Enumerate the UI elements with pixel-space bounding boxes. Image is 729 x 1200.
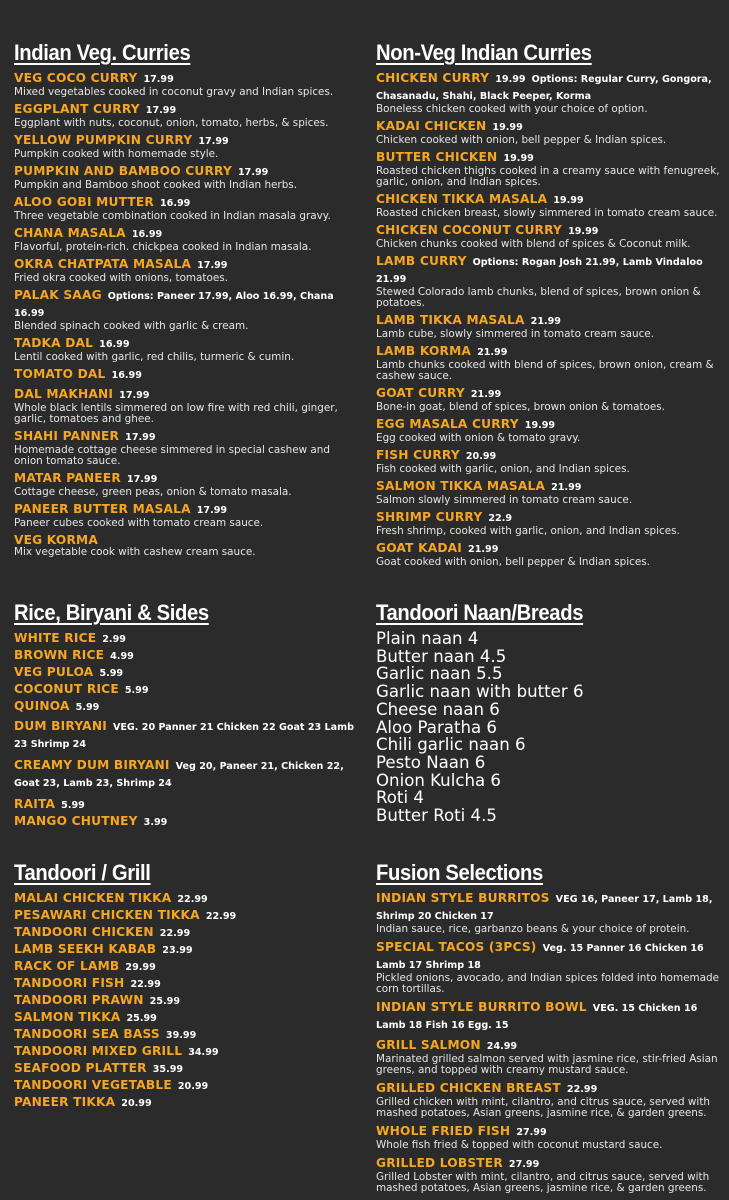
menu-item xyxy=(14,101,359,129)
menu-item xyxy=(14,1077,359,1094)
section-title: Tandoori Naan/Breads xyxy=(376,600,584,625)
menu-item-description: Chicken cooked with onion, bell pepper & Indian spices. xyxy=(376,134,667,146)
menu-item-options: Options: Regular Curry, Gongora, Chasanadu, Shahi, Black Peeper, Korma xyxy=(376,74,712,102)
menu-item-name: PUMPKIN AND BAMBOO CURRY xyxy=(14,164,232,178)
menu-item xyxy=(14,194,359,222)
menu-item xyxy=(376,1155,721,1194)
menu-item xyxy=(14,132,359,160)
menu-item-price: 22.99 xyxy=(205,911,237,922)
rice-biryani-section xyxy=(14,600,359,830)
menu-item-price: 19.99 xyxy=(495,74,526,85)
section-title: Fusion Selections xyxy=(376,860,543,885)
menu-item-description: Flavorful, protein-rich. chickpea cooked in Indian masala. xyxy=(14,241,312,253)
menu-item-price: 5.99 xyxy=(75,702,100,713)
menu-item-description: Pumpkin cooked with homemade style. xyxy=(14,148,219,160)
menu-item xyxy=(376,149,721,188)
menu-item-description: Pickled onions, avocado, and Indian spices folded into homemade corn tortillas. xyxy=(376,972,720,995)
menu-item-description: Whole black lentils simmered on low fire with red chili, ginger, garlic, tomatoes and ghee. xyxy=(14,402,338,425)
menu-item-price: 5.99 xyxy=(61,800,85,811)
menu-item-name: EGGPLANT CURRY xyxy=(14,102,140,116)
menu-item-name: SALMON TIKKA MASALA xyxy=(376,479,546,493)
menu-item-header xyxy=(14,194,359,211)
menu-item-price: 22.99 xyxy=(566,1084,598,1095)
menu-item-price: 17.99 xyxy=(119,390,150,401)
menu-item-header xyxy=(376,1155,721,1172)
menu-item-price: 19.99 xyxy=(524,420,556,431)
menu-item-description: Paneer cubes cooked with tomato cream sauce. xyxy=(14,517,264,529)
menu-item-header xyxy=(376,191,721,208)
menu-item-name: GRILLED CHICKEN BREAST xyxy=(376,1081,561,1095)
menu-item-header xyxy=(376,509,721,526)
menu-item-name: PANEER TIKKA xyxy=(14,1095,116,1109)
menu-item-header xyxy=(14,796,359,813)
menu-item-name: VEG COCO CURRY xyxy=(14,71,138,85)
menu-item-header xyxy=(376,312,721,329)
menu-item-price: 19.99 xyxy=(492,122,523,133)
menu-item-header xyxy=(14,1060,359,1077)
menu-item-price: 39.99 xyxy=(165,1030,197,1041)
menu-item-description: Marinated grilled salmon served with jasmine rice, stir-fried Asian greens, and topped with creamy mustard sauce. xyxy=(376,1053,718,1076)
menu-item-name: TOMATO DAL xyxy=(14,367,106,381)
menu-item xyxy=(14,1009,359,1026)
menu-item-price: 17.99 xyxy=(143,74,174,85)
menu-item-description: Lentil cooked with garlic, red chilis, turmeric & cumin. xyxy=(14,351,295,363)
menu-item-name: TANDOORI SEA BASS xyxy=(14,1027,160,1041)
menu-item-header xyxy=(14,70,359,87)
menu-item-price: 17.99 xyxy=(237,167,269,178)
menu-item-description: Whole fish fried & topped with coconut mustard sauce. xyxy=(376,1139,663,1151)
menu-item-name: TANDOORI MIXED GRILL xyxy=(14,1044,183,1058)
menu-item xyxy=(14,757,359,791)
menu-item-price: 22.99 xyxy=(159,928,191,939)
menu-item-price: 21.99 xyxy=(530,316,561,327)
menu-item xyxy=(14,975,359,992)
menu-item-description: Blended spinach cooked with garlic & cream. xyxy=(14,320,249,332)
menu-item-header xyxy=(14,366,359,383)
menu-item-header xyxy=(376,222,721,239)
menu-item-header xyxy=(376,999,721,1033)
menu-item-price: 27.99 xyxy=(516,1127,547,1138)
menu-item xyxy=(14,532,359,558)
menu-item-description: Roasted chicken breast, slowly simmered in tomato cream sauce. xyxy=(376,207,718,219)
menu-item xyxy=(14,992,359,1009)
menu-item-price: 5.99 xyxy=(99,668,124,679)
menu-item-price: 19.99 xyxy=(568,226,599,237)
menu-item-header xyxy=(14,813,359,830)
menu-item-header xyxy=(376,1080,721,1097)
menu-item-description: Salmon slowly simmered in tomato cream sauce. xyxy=(376,494,633,506)
menu-item-description: Mix vegetable cook with cashew cream sauce. xyxy=(14,546,256,558)
menu-item-header xyxy=(14,992,359,1009)
menu-item xyxy=(376,447,721,475)
menu-item-price: 19.99 xyxy=(503,153,534,164)
menu-item-name: COCONUT RICE xyxy=(14,682,119,696)
menu-item-price: 17.99 xyxy=(197,260,228,271)
menu-item xyxy=(14,366,359,383)
menu-item-price: 22.99 xyxy=(130,979,161,990)
menu-item-price: 25.99 xyxy=(149,996,181,1007)
menu-item xyxy=(376,70,721,115)
breads-section xyxy=(376,600,721,825)
bread-item: Garlic naan 5.5 xyxy=(376,664,503,684)
menu-item-name: VEG KORMA xyxy=(14,533,99,547)
menu-item-description: Lamb chunks cooked with blend of spices, brown onion, cream & cashew sauce. xyxy=(376,359,714,382)
menu-item-price: 2.99 xyxy=(102,634,126,645)
menu-item-header xyxy=(376,416,721,433)
menu-item-name: LAMB SEEKH KABAB xyxy=(14,942,157,956)
menu-item-description: Cottage cheese, green peas, onion & tomato masala. xyxy=(14,486,292,498)
menu-item-header xyxy=(14,698,359,715)
menu-item-name: RAITA xyxy=(14,797,56,811)
menu-item-price: 27.99 xyxy=(508,1159,540,1170)
menu-item-price: 17.99 xyxy=(198,136,229,147)
menu-item xyxy=(376,222,721,250)
menu-item xyxy=(14,630,359,647)
menu-item-price: 19.99 xyxy=(553,195,584,206)
menu-item-options: Veg. 15 Panner 16 Chicken 16 Lamb 17 Shrimp 18 xyxy=(376,943,704,971)
menu-item-header xyxy=(14,941,359,958)
menu-item-price: 34.99 xyxy=(188,1047,219,1058)
menu-item-price: 20.99 xyxy=(121,1098,152,1109)
menu-item-price: 16.99 xyxy=(160,198,191,209)
menu-item xyxy=(376,890,721,935)
menu-item-header xyxy=(14,907,359,924)
menu-item-price: 22.99 xyxy=(177,894,208,905)
menu-item-price: 21.99 xyxy=(470,389,502,400)
menu-item-header xyxy=(376,343,721,360)
bread-item: Chili garlic naan 6 xyxy=(376,735,526,755)
menu-item xyxy=(14,681,359,698)
menu-item-name: QUINOA xyxy=(14,699,70,713)
menu-item-name: GOAT CURRY xyxy=(376,386,465,400)
menu-item-name: WHOLE FRIED FISH xyxy=(376,1124,511,1138)
menu-item-header xyxy=(14,757,359,791)
menu-item-price: 21.99 xyxy=(477,347,508,358)
menu-item-name: VEG PULOA xyxy=(14,665,94,679)
menu-item xyxy=(376,939,721,995)
menu-item-price: 21.99 xyxy=(468,544,499,555)
menu-item-name: YELLOW PUMPKIN CURRY xyxy=(14,133,193,147)
menu-list xyxy=(14,70,359,558)
menu-item-description: Homemade cottage cheese simmered in special cashew and onion tomato sauce. xyxy=(14,444,330,467)
fusion-section xyxy=(376,860,721,1198)
menu-item-price: 4.99 xyxy=(110,651,134,662)
section-title: Rice, Biryani & Sides xyxy=(14,600,209,625)
menu-item xyxy=(376,478,721,506)
menu-item-name: PANEER BUTTER MASALA xyxy=(14,502,191,516)
menu-item-header xyxy=(14,1043,359,1060)
menu-item-options: VEG. 20 Panner 21 Chicken 22 Goat 23 Lamb 23 Shrimp 24 xyxy=(14,722,355,750)
menu-item-price: 17.99 xyxy=(145,105,177,116)
menu-item-options: VEG 16, Paneer 17, Lamb 18, Shrimp 20 Chicken 17 xyxy=(376,894,713,922)
menu-item-name: GOAT KADAI xyxy=(376,541,463,555)
menu-item xyxy=(376,416,721,444)
menu-item-header xyxy=(14,163,359,180)
menu-item-description: Fried okra cooked with onions, tomatoes. xyxy=(14,272,228,284)
menu-item-name: SALMON TIKKA xyxy=(14,1010,121,1024)
menu-item xyxy=(14,647,359,664)
menu-item xyxy=(14,907,359,924)
menu-item-name: OKRA CHATPATA MASALA xyxy=(14,257,192,271)
menu-list xyxy=(14,630,359,830)
menu-item-header xyxy=(14,647,359,664)
menu-item-header xyxy=(14,532,359,547)
menu-item xyxy=(14,1026,359,1043)
menu-item-options: Veg 20, Paneer 21, Chicken 22, Goat 23, Lamb 23, Shrimp 24 xyxy=(14,761,344,789)
menu-item-description: Roasted chicken thighs cooked in a creamy sauce with fenugreek, garlic, onion, and Indian spices. xyxy=(376,165,720,188)
menu-item-name: PALAK SAAG xyxy=(14,288,102,302)
menu-item-description: Mixed vegetables cooked in coconut gravy and Indian spices. xyxy=(14,86,334,98)
menu-item-header xyxy=(14,386,359,403)
menu-item xyxy=(376,253,721,309)
menu-item-description: Egg cooked with onion & tomato gravy. xyxy=(376,432,581,444)
menu-item-header xyxy=(14,428,359,445)
menu-item-options: VEG. 15 Chicken 16 Lamb 18 Fish 16 Egg. 15 xyxy=(376,1003,698,1031)
menu-item xyxy=(14,698,359,715)
menu-item-price: 17.99 xyxy=(196,505,228,516)
menu-list xyxy=(376,890,721,1194)
bread-item: Roti 4 xyxy=(376,788,424,808)
menu-item-options: Options: Paneer 17.99, Aloo 16.99, Chana 16.99 xyxy=(14,291,334,319)
menu-item-name: EGG MASALA CURRY xyxy=(376,417,519,431)
menu-item-description: Grilled Lobster with mint, cilantro, and citrus sauce, served with mashed potatoes, Asian greens, jasmine rice, & garden greens. xyxy=(376,1171,710,1194)
menu-item-header xyxy=(376,447,721,464)
menu-item-description: Fish cooked with garlic, onion, and Indian spices. xyxy=(376,463,630,475)
menu-item-name: SPECIAL TACOS (3PCS) xyxy=(376,940,537,954)
menu-item xyxy=(376,385,721,413)
menu-item-price: 20.99 xyxy=(177,1081,209,1092)
menu-item xyxy=(376,1037,721,1076)
menu-item-name: BUTTER CHICKEN xyxy=(376,150,498,164)
menu-item-name: CREAMY DUM BIRYANI xyxy=(14,758,170,772)
menu-item-description: Indian sauce, rice, garbanzo beans & your choice of protein. xyxy=(376,923,690,935)
menu-item-price: 21.99 xyxy=(551,482,582,493)
menu-item xyxy=(14,1094,359,1111)
menu-item-description: Eggplant with nuts, coconut, onion, tomato, herbs, & spices. xyxy=(14,117,329,129)
bread-item: Pesto Naan 6 xyxy=(376,752,486,772)
menu-item-name: SEAFOOD PLATTER xyxy=(14,1061,147,1075)
menu-item-header xyxy=(14,287,359,321)
menu-item-header xyxy=(14,1026,359,1043)
menu-item-name: TANDOORI VEGETABLE xyxy=(14,1078,172,1092)
menu-item-header xyxy=(376,118,721,135)
menu-item-header xyxy=(14,958,359,975)
menu-item-name: FISH CURRY xyxy=(376,448,460,462)
menu-item-description: Goat cooked with onion, bell pepper & Indian spices. xyxy=(376,556,650,568)
menu-item-name: DUM BIRYANI xyxy=(14,719,107,733)
menu-item-name: PESAWARI CHICKEN TIKKA xyxy=(14,908,200,922)
menu-item xyxy=(14,664,359,681)
menu-item xyxy=(14,718,359,752)
menu-item xyxy=(14,941,359,958)
menu-item-header xyxy=(376,890,721,924)
menu-item-name: LAMB TIKKA MASALA xyxy=(376,313,525,327)
section-title: Non-Veg Indian Curries xyxy=(376,40,592,65)
menu-item-header xyxy=(14,664,359,681)
menu-item xyxy=(376,1123,721,1151)
section-title: Indian Veg. Curries xyxy=(14,40,191,65)
bread-item: Butter naan 4.5 xyxy=(376,646,507,666)
menu-item-name: GRILLED LOBSTER xyxy=(376,1156,503,1170)
menu-item-header xyxy=(376,540,721,557)
menu-item-header xyxy=(14,1077,359,1094)
menu-item-name: DAL MAKHANI xyxy=(14,387,114,401)
menu-item xyxy=(14,428,359,467)
menu-item xyxy=(14,256,359,284)
bread-item: Garlic naan with butter 6 xyxy=(376,682,584,702)
menu-item-price: 3.99 xyxy=(143,817,168,828)
menu-item-price: 17.99 xyxy=(126,474,158,485)
menu-item-name: GRILL SALMON xyxy=(376,1038,481,1052)
menu-item xyxy=(14,1060,359,1077)
menu-item-header xyxy=(376,385,721,402)
menu-item xyxy=(14,287,359,332)
menu-item xyxy=(14,225,359,253)
menu-item-description: Grilled chicken with mint, cilantro, and citrus sauce, served with mashed potatoes, Asian greens, jasmine rice, & garden greens. xyxy=(376,1096,710,1119)
menu-item-name: WHITE RICE xyxy=(14,631,97,645)
menu-item xyxy=(376,191,721,219)
menu-item-price: 35.99 xyxy=(152,1064,184,1075)
menu-item-name: MALAI CHICKEN TIKKA xyxy=(14,891,172,905)
menu-item-name: SHAHI PANNER xyxy=(14,429,120,443)
menu-item xyxy=(376,540,721,568)
menu-item-header xyxy=(14,470,359,487)
menu-item xyxy=(14,470,359,498)
menu-item-header xyxy=(14,681,359,698)
menu-item-name: CHICKEN COCONUT CURRY xyxy=(376,223,563,237)
menu-item-header xyxy=(14,335,359,352)
bread-item: Plain naan 4 xyxy=(376,629,479,648)
menu-item-price: 16.99 xyxy=(111,370,142,381)
menu-item xyxy=(14,924,359,941)
menu-item-name: TANDOORI CHICKEN xyxy=(14,925,154,939)
menu-item-name: CHANA MASALA xyxy=(14,226,126,240)
menu-item-name: INDIAN STYLE BURRITO BOWL xyxy=(376,1000,587,1014)
menu-item-name: SHRIMP CURRY xyxy=(376,510,483,524)
menu-item-header xyxy=(14,1009,359,1026)
menu-item-price: 16.99 xyxy=(131,229,163,240)
menu-list xyxy=(14,890,359,1111)
menu-item-name: TADKA DAL xyxy=(14,336,94,350)
menu-item xyxy=(376,312,721,340)
bread-list xyxy=(376,630,721,825)
menu-item-header xyxy=(14,718,359,752)
menu-item-price: 25.99 xyxy=(126,1013,157,1024)
menu-item xyxy=(376,1080,721,1119)
menu-item-price: 29.99 xyxy=(125,962,156,973)
menu-item-header xyxy=(376,149,721,166)
menu-item-name: LAMB CURRY xyxy=(376,254,467,268)
menu-item-description: Chicken chunks cooked with blend of spices & Coconut milk. xyxy=(376,238,691,250)
menu-item-description: Bone-in goat, blend of spices, brown onion & tomatoes. xyxy=(376,401,666,413)
menu-item xyxy=(14,1043,359,1060)
menu-item-header xyxy=(14,132,359,149)
menu-item-name: MANGO CHUTNEY xyxy=(14,814,138,828)
menu-item-price: 20.99 xyxy=(465,451,497,462)
bread-item: Butter Roti 4.5 xyxy=(376,806,497,826)
menu-item xyxy=(376,343,721,382)
veg-curries-section xyxy=(14,40,359,561)
menu-item-name: TANDOORI PRAWN xyxy=(14,993,144,1007)
menu-item-header xyxy=(376,70,721,104)
menu-item-name: CHICKEN TIKKA MASALA xyxy=(376,192,548,206)
menu-item xyxy=(376,509,721,537)
menu-item-name: BROWN RICE xyxy=(14,648,105,662)
bread-item: Aloo Paratha 6 xyxy=(376,717,497,737)
menu-item xyxy=(14,163,359,191)
menu-item-header xyxy=(376,253,721,287)
menu-item-description: Stewed Colorado lamb chunks, blend of spices, brown onion & potatoes. xyxy=(376,286,701,309)
menu-item-description: Pumpkin and Bamboo shoot cooked with Indian herbs. xyxy=(14,179,298,191)
menu-item-description: Three vegetable combination cooked in Indian masala gravy. xyxy=(14,210,331,222)
menu-item-name: LAMB KORMA xyxy=(376,344,472,358)
menu-item-description: Fresh shrimp, cooked with garlic, onion, and Indian spices. xyxy=(376,525,680,537)
menu-item xyxy=(14,958,359,975)
nonveg-curries-section xyxy=(376,40,721,571)
menu-item xyxy=(14,890,359,907)
menu-item-header xyxy=(14,225,359,242)
menu-item-price: 16.99 xyxy=(99,339,130,350)
menu-item-header xyxy=(376,478,721,495)
menu-item-price: 5.99 xyxy=(124,685,149,696)
menu-list xyxy=(376,70,721,568)
bread-item: Cheese naan 6 xyxy=(376,699,500,719)
menu-item-name: INDIAN STYLE BURRITOS xyxy=(376,891,550,905)
bread-item: Onion Kulcha 6 xyxy=(376,770,501,790)
menu-item-header xyxy=(376,1037,721,1054)
menu-item xyxy=(14,335,359,363)
menu-item-name: MATAR PANEER xyxy=(14,471,121,485)
menu-item-description: Lamb cube, slowly simmered in tomato cream sauce. xyxy=(376,328,654,340)
menu-item-header xyxy=(14,924,359,941)
menu-item xyxy=(14,501,359,529)
tandoori-grill-section xyxy=(14,860,359,1111)
menu-item-description: Boneless chicken cooked with your choice of option. xyxy=(376,103,648,115)
menu-item-header xyxy=(376,1123,721,1140)
menu-item xyxy=(376,999,721,1033)
menu-item-header xyxy=(14,101,359,118)
menu-item-price: 22.9 xyxy=(488,513,513,524)
menu-item xyxy=(14,70,359,98)
menu-item-price: 24.99 xyxy=(486,1041,518,1052)
menu-item-header xyxy=(14,256,359,273)
menu-item-name: KADAI CHICKEN xyxy=(376,119,487,133)
menu-item xyxy=(376,118,721,146)
menu-item-name: RACK OF LAMB xyxy=(14,959,120,973)
menu-item-header xyxy=(14,975,359,992)
section-title: Tandoori / Grill xyxy=(14,860,151,885)
menu-item xyxy=(14,796,359,813)
menu-item-header xyxy=(14,890,359,907)
menu-item xyxy=(14,386,359,425)
menu-item-options: Options: Rogan Josh 21.99, Lamb Vindaloo 21.99 xyxy=(376,257,703,285)
menu-item-price: 17.99 xyxy=(125,432,156,443)
menu-item-header xyxy=(14,501,359,518)
menu-item-header xyxy=(376,939,721,973)
menu-item-name: ALOO GOBI MUTTER xyxy=(14,195,154,209)
menu-item-header xyxy=(14,630,359,647)
menu-item-name: CHICKEN CURRY xyxy=(376,71,490,85)
menu-item-header xyxy=(14,1094,359,1111)
menu-item-name: TANDOORI FISH xyxy=(14,976,125,990)
menu-item xyxy=(14,813,359,830)
menu-item-price: 23.99 xyxy=(162,945,193,956)
